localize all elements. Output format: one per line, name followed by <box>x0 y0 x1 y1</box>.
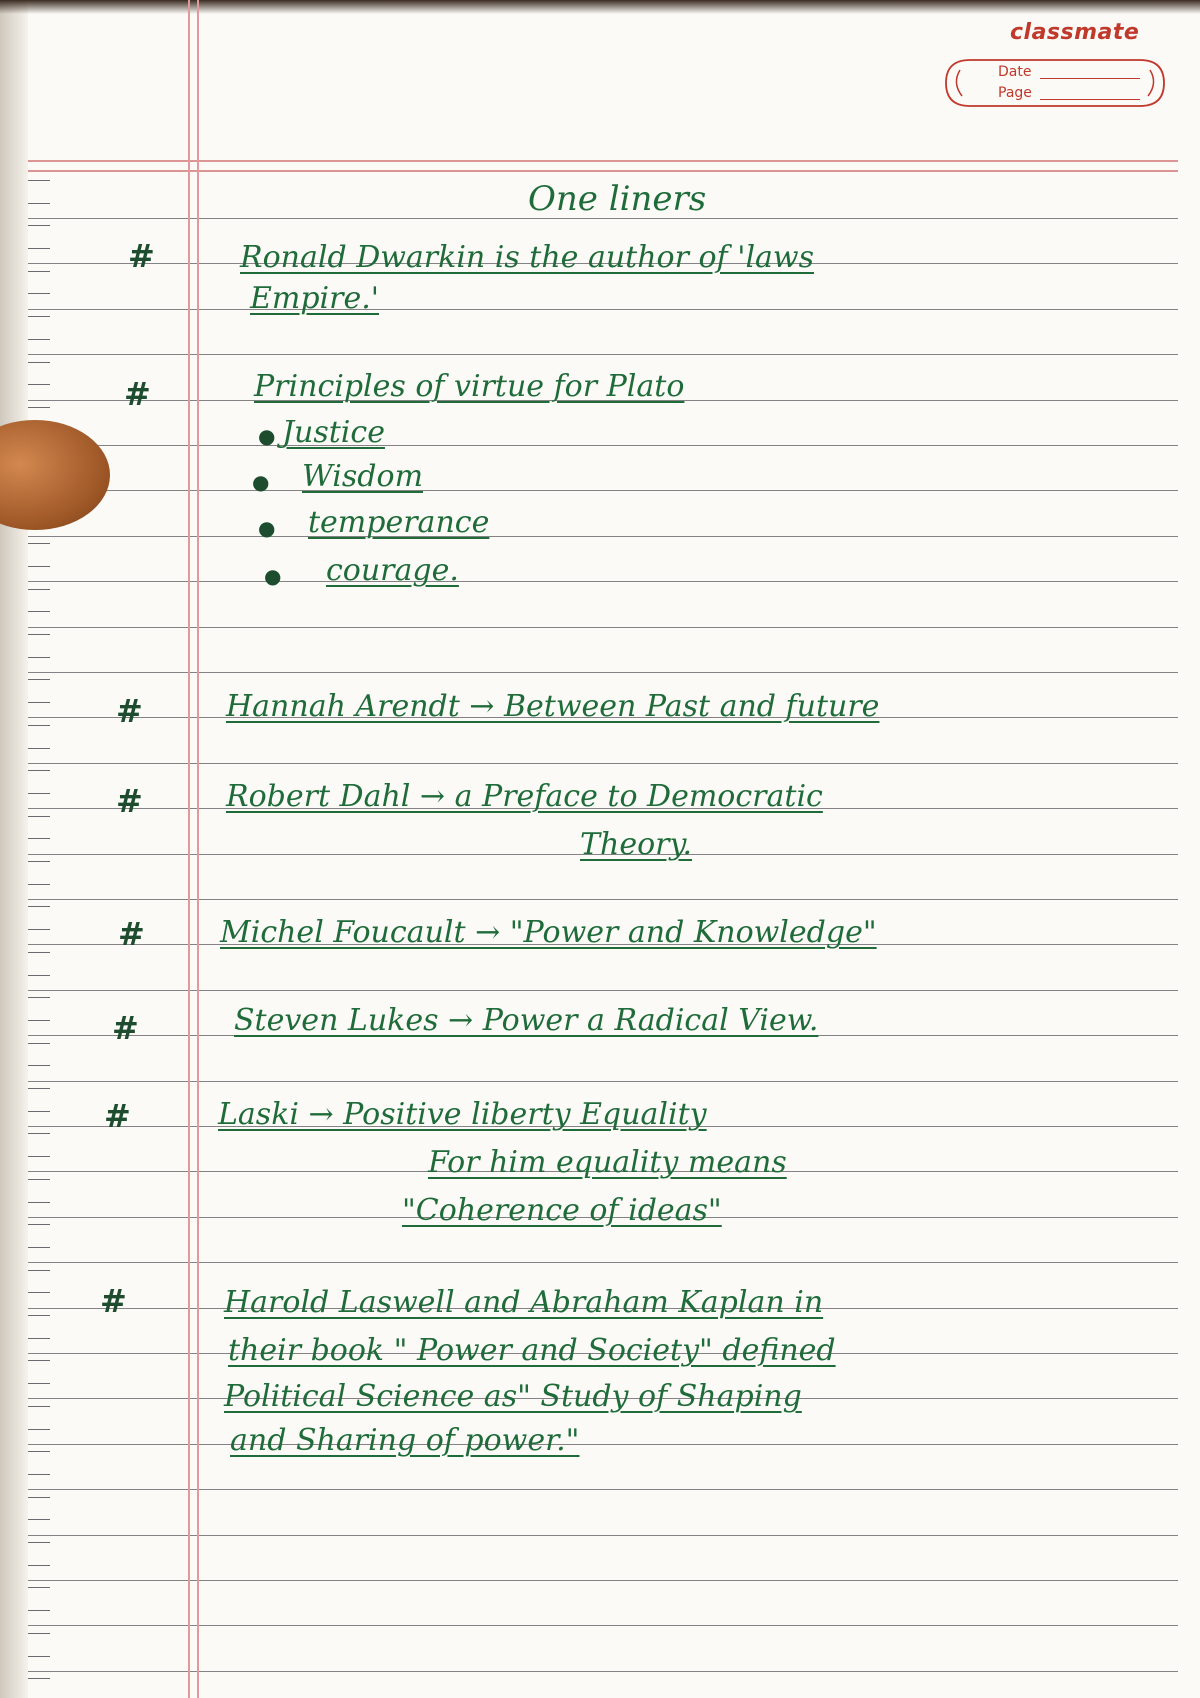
binding-tick <box>28 566 50 567</box>
entry-marker: # <box>100 1282 127 1320</box>
entry-line: Political Science as" Study of Shaping <box>224 1379 802 1414</box>
header-rule <box>28 160 1178 162</box>
binding-tick <box>28 657 50 658</box>
binding-tick <box>28 589 50 590</box>
binding-tick <box>28 816 50 817</box>
page-label: Page <box>998 85 1032 101</box>
binding-tick <box>28 1406 50 1407</box>
ruled-line <box>28 1262 1178 1263</box>
bullet-item: Wisdom <box>302 459 424 494</box>
entry-marker: # <box>104 1097 131 1135</box>
binding-tick <box>28 1360 50 1361</box>
entry-line: Robert Dahl → a Preface to Democratic <box>226 779 823 814</box>
binding-tick <box>28 1111 50 1112</box>
ruled-line <box>28 581 1178 582</box>
binding-tick <box>28 1587 50 1588</box>
ruled-line <box>28 899 1178 900</box>
binding-tick <box>28 679 50 680</box>
ruled-line <box>28 672 1178 673</box>
margin-line-right <box>197 0 199 1698</box>
entry-line: and Sharing of power." <box>230 1423 580 1458</box>
ruled-line <box>28 1081 1178 1082</box>
binding-tick <box>28 1519 50 1520</box>
binding-tick <box>28 180 50 181</box>
scroll-frame-icon <box>940 52 1170 114</box>
binding-tick <box>28 1043 50 1044</box>
binding-tick <box>28 1065 50 1066</box>
bullet-item: Justice <box>282 415 385 450</box>
date-page-stamp <box>940 52 1170 114</box>
binding-tick <box>28 929 50 930</box>
ruled-line <box>28 1535 1178 1536</box>
binding-tick <box>28 1270 50 1271</box>
ruled-line <box>28 763 1178 764</box>
binding-tick <box>28 725 50 726</box>
entry-line: Steven Lukes → Power a Radical View. <box>234 1003 819 1038</box>
binding-tick <box>28 1088 50 1089</box>
binding-tick <box>28 1565 50 1566</box>
binding-tick <box>28 793 50 794</box>
binding-tick <box>28 1497 50 1498</box>
binding-tick <box>28 1451 50 1452</box>
entry-line: Michel Foucault → "Power and Knowledge" <box>220 915 877 950</box>
binding-tick <box>28 1383 50 1384</box>
entry-marker: # <box>116 782 143 820</box>
binding-tick <box>28 339 50 340</box>
binding-tick <box>28 770 50 771</box>
bullet-icon: ● <box>264 564 282 588</box>
binding-tick <box>28 952 50 953</box>
entry-line: their book " Power and Society" defined <box>228 1333 836 1368</box>
binding-tick <box>28 634 50 635</box>
binding-tick <box>28 702 50 703</box>
binding-tick <box>28 384 50 385</box>
entry-marker: # <box>118 915 145 953</box>
binding-tick <box>28 293 50 294</box>
binding-tick <box>28 362 50 363</box>
binding-tick <box>28 884 50 885</box>
entry-marker: # <box>124 375 151 413</box>
entry-line: Laski → Positive liberty Equality <box>218 1097 707 1132</box>
binding-tick <box>28 1429 50 1430</box>
entry-marker: # <box>112 1009 139 1047</box>
binding-tick <box>28 1020 50 1021</box>
margin-line-left <box>188 0 190 1698</box>
ruled-line <box>28 536 1178 537</box>
binding-tick <box>28 1656 50 1657</box>
brand-logo: classmate <box>1010 20 1140 45</box>
binding-tick <box>28 975 50 976</box>
binding-tick <box>28 1474 50 1475</box>
binding-tick <box>28 1610 50 1611</box>
binding-tick <box>28 1247 50 1248</box>
entry-line: Theory. <box>580 827 692 862</box>
ruled-line <box>28 1625 1178 1626</box>
date-line <box>1040 78 1140 79</box>
binding-tick <box>28 271 50 272</box>
binding-tick <box>28 203 50 204</box>
binding-tick <box>28 1224 50 1225</box>
ruled-line <box>28 1671 1178 1672</box>
binding-tick <box>28 1292 50 1293</box>
binding-tick <box>28 225 50 226</box>
binding-tick <box>28 1338 50 1339</box>
bullet-icon: ● <box>252 470 270 494</box>
entry-line: Hannah Arendt → Between Past and future <box>226 689 880 724</box>
page-top-edge <box>0 0 1200 14</box>
binding-tick <box>28 748 50 749</box>
bullet-icon: ● <box>258 516 276 540</box>
binding-tick <box>28 1633 50 1634</box>
entry-line: Harold Laswell and Abraham Kaplan in <box>224 1285 824 1320</box>
bullet-item: temperance <box>308 505 490 540</box>
binding-tick <box>28 611 50 612</box>
ruled-line <box>28 490 1178 491</box>
bullet-item: courage. <box>326 553 459 588</box>
entry-marker: # <box>116 692 143 730</box>
binding-tick <box>28 407 50 408</box>
binding-tick <box>28 861 50 862</box>
binding-tick <box>28 1202 50 1203</box>
thumb <box>0 420 110 530</box>
binding-tick <box>28 1315 50 1316</box>
ruled-line <box>28 309 1178 310</box>
ruled-line <box>28 1489 1178 1490</box>
entry-heading: Principles of virtue for Plato <box>254 369 685 404</box>
binding-tick <box>28 316 50 317</box>
ruled-line <box>28 1444 1178 1445</box>
binding-tick <box>28 1133 50 1134</box>
binding-tick <box>28 906 50 907</box>
date-label: Date <box>998 64 1032 80</box>
binding-tick <box>28 248 50 249</box>
binding-tick <box>28 1179 50 1180</box>
binding-tick <box>28 997 50 998</box>
ruled-line <box>28 354 1178 355</box>
binding-shadow <box>0 0 28 1698</box>
entry-marker: # <box>128 237 155 275</box>
ruled-line <box>28 990 1178 991</box>
binding-tick <box>28 1156 50 1157</box>
page-title: One liners <box>528 179 707 219</box>
header-rule <box>28 170 1178 172</box>
ruled-line <box>28 627 1178 628</box>
ruled-line <box>28 1580 1178 1581</box>
bullet-icon: ● <box>258 424 276 448</box>
entry-line: For him equality means <box>428 1145 787 1180</box>
binding-tick <box>28 1678 50 1679</box>
entry-line: Empire.' <box>250 281 380 316</box>
binding-tick <box>28 838 50 839</box>
entry-line: "Coherence of ideas" <box>402 1193 722 1228</box>
binding-tick <box>28 1542 50 1543</box>
page-line <box>1040 99 1140 100</box>
binding-tick <box>28 543 50 544</box>
entry-line: Ronald Dwarkin is the author of 'laws <box>240 240 814 275</box>
ruled-line <box>28 445 1178 446</box>
